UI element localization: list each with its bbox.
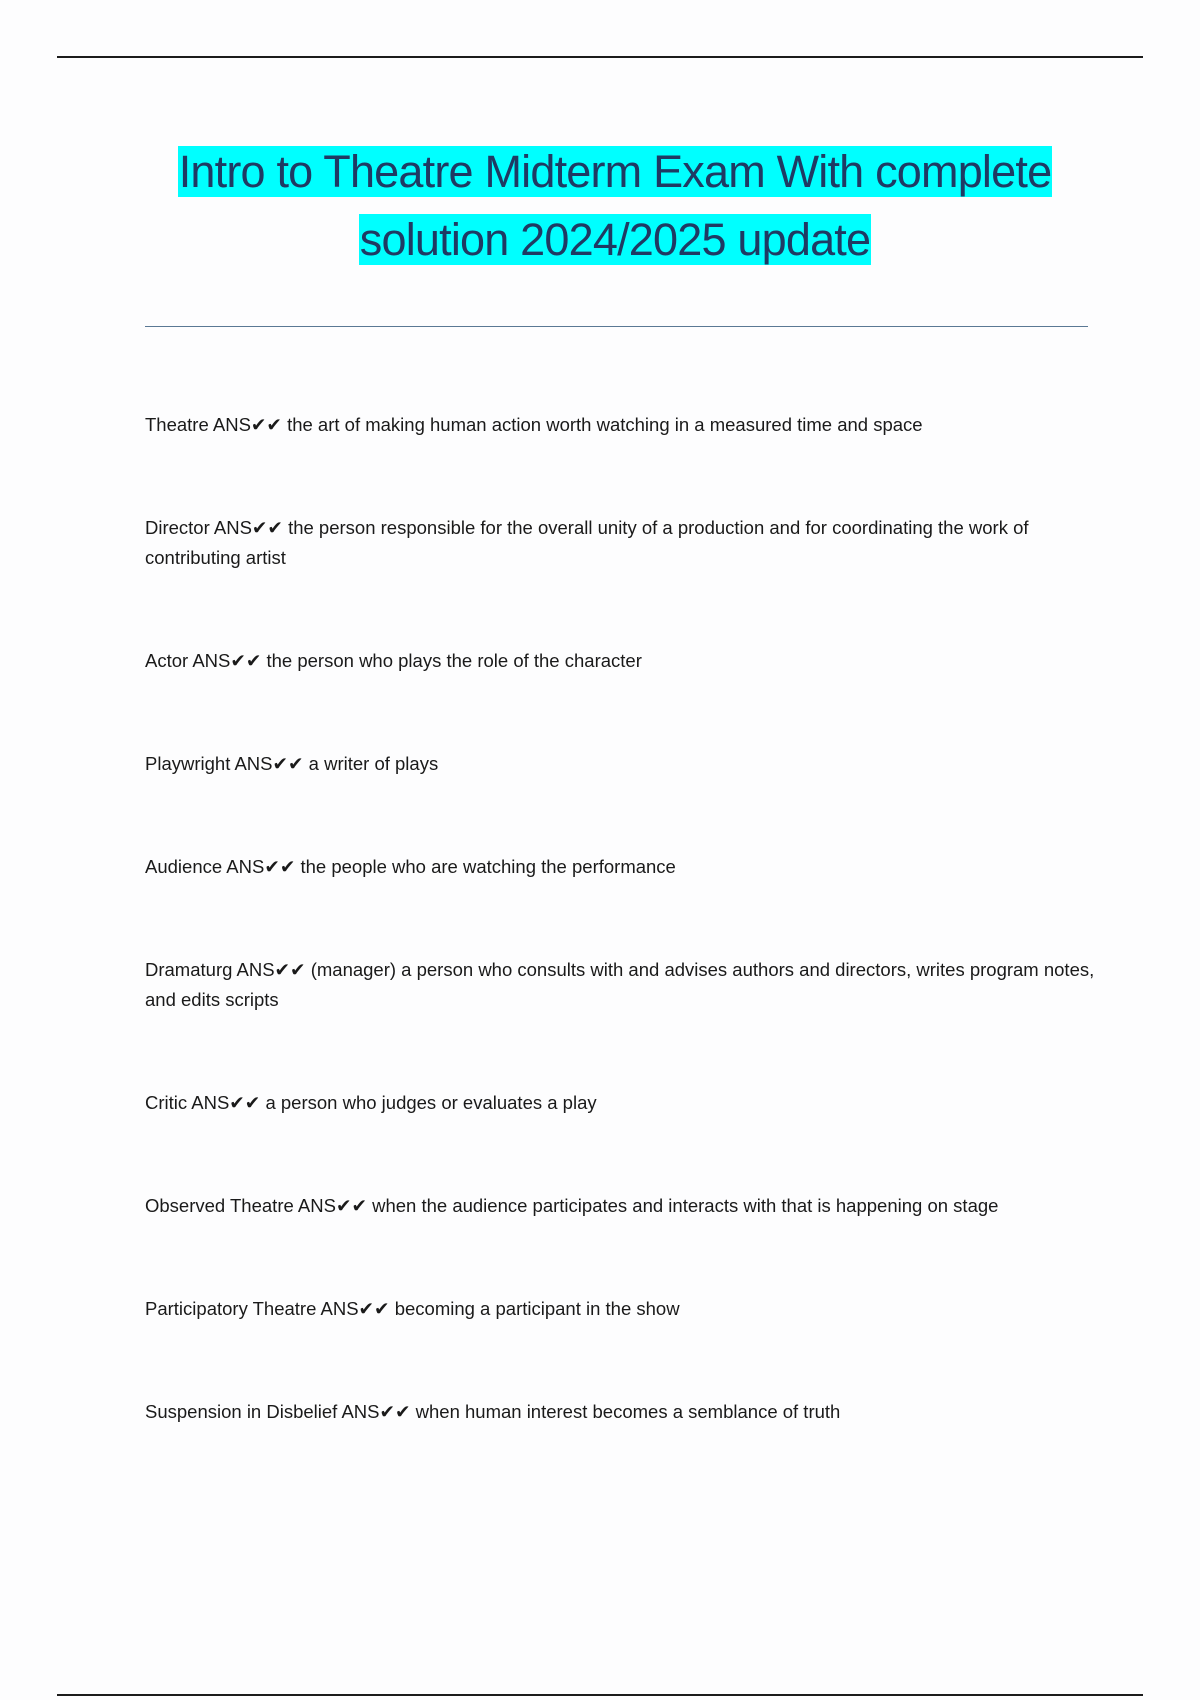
list-item bbox=[145, 646, 1095, 676]
entry-definition: when human interest becomes a semblance of truth bbox=[415, 1401, 841, 1422]
answer-marker: ANS✔✔ bbox=[297, 1195, 367, 1216]
entry-definition: when the audience participates and interacts with that is happening on stage bbox=[372, 1195, 999, 1216]
entry-term: Theatre bbox=[145, 414, 209, 435]
title-block bbox=[100, 143, 1130, 279]
entry-term: Observed Theatre bbox=[145, 1195, 294, 1216]
entry-term: Dramaturg bbox=[145, 959, 233, 980]
answer-marker: ANS✔✔ bbox=[213, 517, 283, 538]
entry-definition: a person who judges or evaluates a play bbox=[265, 1092, 597, 1113]
entry-definition: a writer of plays bbox=[308, 753, 439, 774]
list-item bbox=[145, 1397, 1095, 1427]
entry-definition: the person who plays the role of the character bbox=[266, 650, 642, 671]
answer-marker: ANS✔✔ bbox=[192, 650, 262, 671]
answer-marker: ANS✔✔ bbox=[212, 414, 282, 435]
entry-term: Critic bbox=[145, 1092, 188, 1113]
entry-definition: becoming a participant in the show bbox=[394, 1298, 680, 1319]
list-item bbox=[145, 513, 1095, 573]
list-item bbox=[145, 749, 1095, 779]
header-rule bbox=[57, 56, 1143, 58]
answer-marker: ANS✔✔ bbox=[234, 753, 304, 774]
list-item bbox=[145, 1294, 1095, 1324]
list-item bbox=[145, 852, 1095, 882]
entry-term: Suspension in Disbelief bbox=[145, 1401, 338, 1422]
answer-marker: ANS✔✔ bbox=[320, 1298, 390, 1319]
entry-term: Audience bbox=[145, 856, 223, 877]
entry-term: Playwright bbox=[145, 753, 231, 774]
list-item bbox=[145, 410, 1095, 440]
list-item bbox=[145, 1088, 1095, 1118]
answer-marker: ANS✔✔ bbox=[236, 959, 306, 980]
entry-definition: the art of making human action worth watching in a measured time and space bbox=[287, 414, 923, 435]
entry-term: Participatory Theatre bbox=[145, 1298, 317, 1319]
entry-term: Director bbox=[145, 517, 210, 538]
footer-rule bbox=[57, 1694, 1143, 1696]
entry-term: Actor bbox=[145, 650, 189, 671]
document-title: Intro to Theatre Midterm Exam With complete solution 2024/2025 update bbox=[178, 146, 1052, 265]
entry-definition: the person responsible for the overall unity of a production and for coordinating the work of contributing artist bbox=[145, 517, 1029, 568]
answer-marker: ANS✔✔ bbox=[226, 856, 296, 877]
answer-marker: ANS✔✔ bbox=[191, 1092, 261, 1113]
list-item bbox=[145, 1191, 1095, 1221]
title-divider bbox=[145, 326, 1088, 327]
answer-marker: ANS✔✔ bbox=[341, 1401, 411, 1422]
entry-definition: the people who are watching the performance bbox=[300, 856, 676, 877]
list-item bbox=[145, 955, 1095, 1015]
entry-definition: (manager) a person who consults with and advises authors and directors, writes program notes, and edits scripts bbox=[145, 959, 1095, 1010]
